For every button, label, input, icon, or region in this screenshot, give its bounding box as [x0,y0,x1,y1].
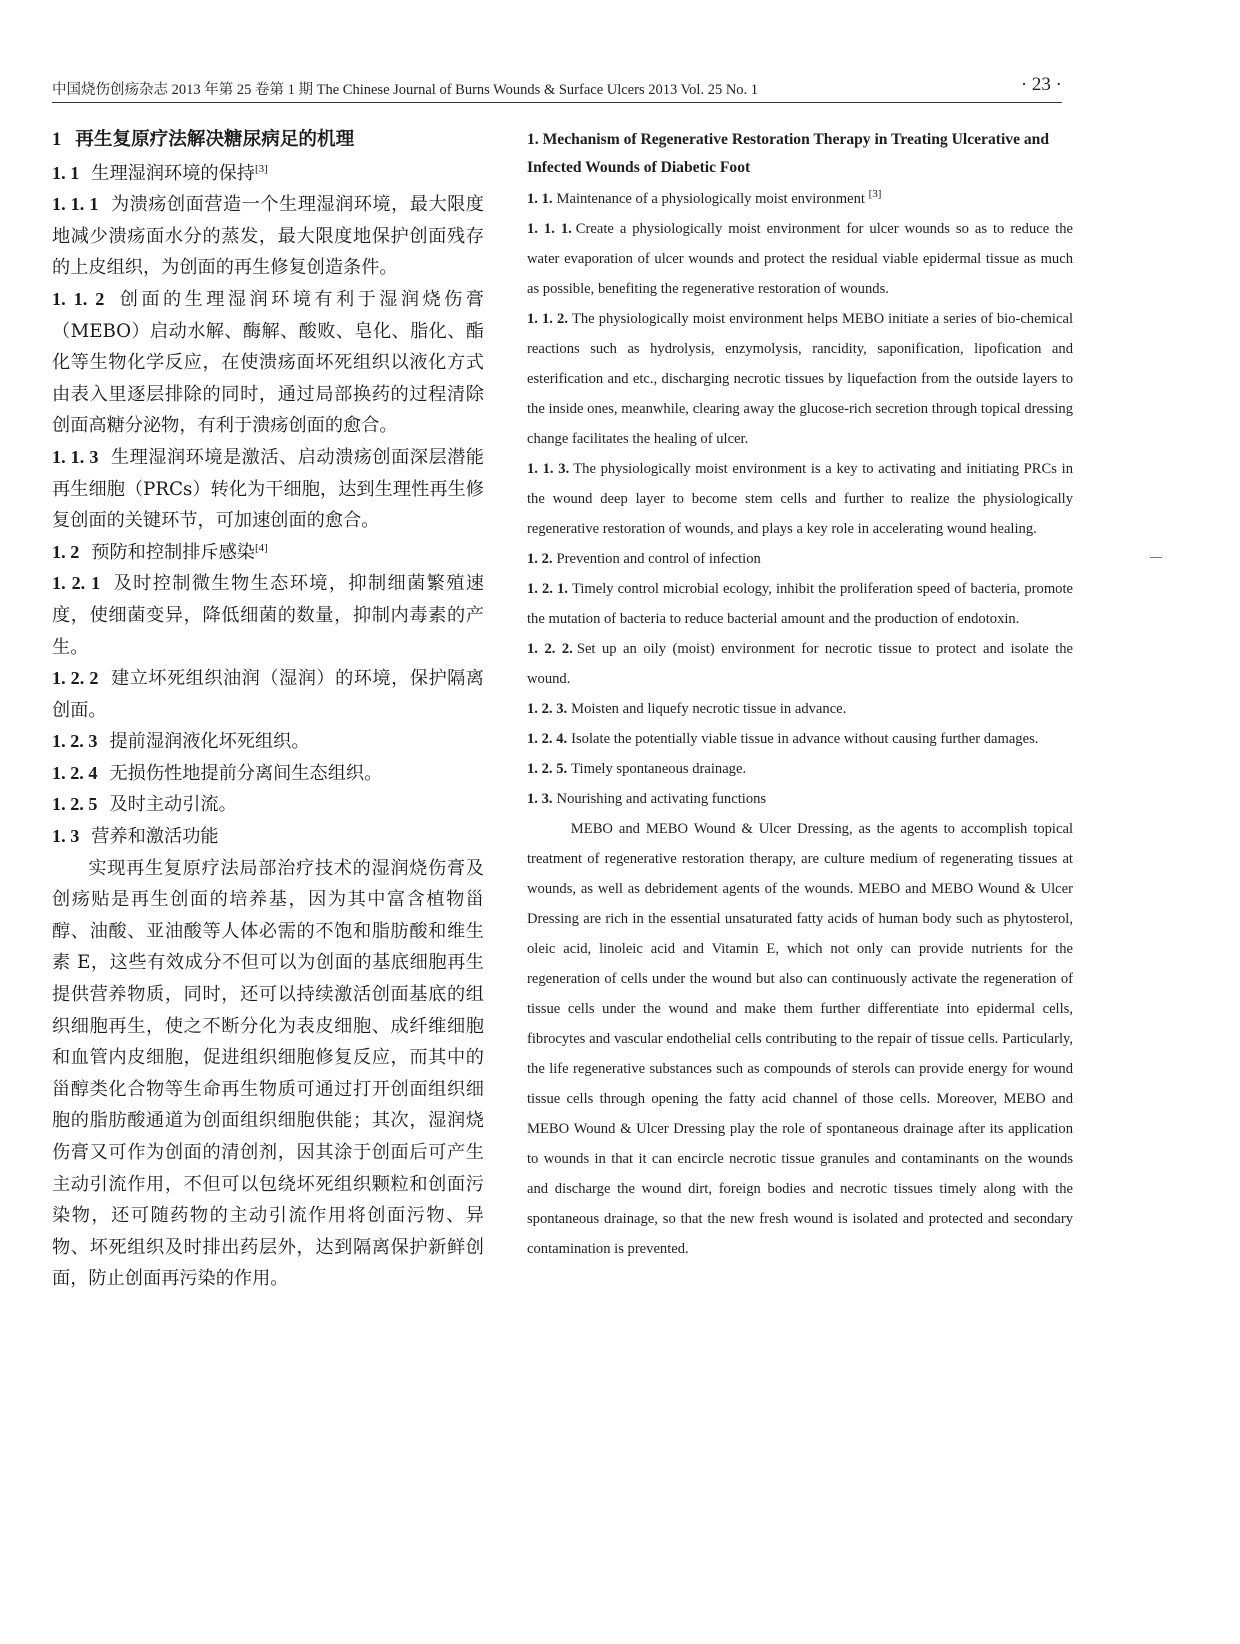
running-header [52,74,1062,102]
cn-para-1-3: 实现再生复原疗法局部治疗技术的湿润烧伤膏及创疡贴是再生创面的培养基，因为其中富含植物甾醇、油酸、亚油酸等人体必需的不饱和脂肪酸和维生素 E，这些有效成分不但可以为创面的基底细胞再生提供营养物质，同时，还可以持续激活创面基底的组织细胞再生，使之不断分化为表皮细胞、成纤维细胞和血管内皮细胞，促进组织细胞修复反应，而其中的甾醇类化合物等生命再生物质可通过打开创面组织细胞的脂肪酸通道为创面组织细胞供能；其次，湿润烧伤膏又可作为创面的清创剂，因其涂于创面后可产生主动引流作用，不但可以包绕坏死组织颗粒和创面污染物，还可随药物的主动引流作用将创面污物、异物、坏死组织及时排出药层外，达到隔离保护新鲜创面，防止创面再污染的作用。 [52,857,484,1290]
cn-section-1-3-heading: 1. 3 营养和激活功能 [52,826,219,848]
cn-section-1-title: 再生复原疗法解决糖尿病足的机理 [75,129,355,150]
cn-para-1-2-4: 1. 2. 4 无损伤性地提前分离间生态组织。 [52,762,383,784]
cn-para-1-1-2: 1. 1. 2 创面的生理湿润环境有利于湿润烧伤膏（MEBO）启动水解、酶解、酸败、皂化、脂化、酯化等生物化学反应，在使溃疡面坏死组织以液化方式由表入里逐层排除的同时，通过局部换药的过程清除创面高糖分泌物，有利于溃疡创面的愈合。 [52,288,484,437]
en-section-1-title: 1. Mechanism of Regenerative Restoration Therapy in Treating Ulcerative and Infected Wounds of Diabetic Foot [527,131,1050,176]
en-section-1-2-heading: 1. 2. Prevention and control of infection [527,551,761,567]
en-para-1-2-2: 1. 2. 2. Set up an oily (moist) environment for necrotic tissue to protect and isolate the wound. [527,641,1073,687]
cn-para-1-2-3: 1. 2. 3 提前湿润液化坏死组织。 [52,731,310,753]
chinese-column [52,124,484,1295]
cn-para-1-2-2: 1. 2. 2 建立坏死组织油润（湿润）的环境，保护隔离创面。 [52,668,484,721]
en-para-1-1-3: 1. 1. 3. The physiologically moist environment is a key to activating and initiating PRCs in the wound deep layer to become stem cells and further to realize the physiologically regenerative restoration of wounds, and plays a key role in accelerating wound healing. [527,461,1073,537]
en-para-1-1-2: 1. 1. 2. The physiologically moist environment helps MEBO initiate a series of bio-chemical reactions such as hydrolysis, enzymolysis, rancidity, saponification, lipofication and esterification and etc., discharging necrotic tissues by liquefaction from the outside layers to the inside ones, meanwhile, clearing away the glucose-rich secretion through topical dressing change facilitates the healing of ulcer. [527,311,1073,447]
en-section-1-1-title: Maintenance of a physiologically moist environment [556,191,865,207]
cn-para-1-2-1: 1. 2. 1 及时控制微生物生态环境，抑制细菌繁殖速度，使细菌变异，降低细菌的数量，抑制内毒素的产生。 [52,573,484,658]
en-para-1-2-4: 1. 2. 4. Isolate the potentially viable tissue in advance without causing further damages. [527,731,1039,747]
cn-para-1-2-5: 1. 2. 5 及时主动引流。 [52,794,237,816]
en-section-1-1-heading: 1. 1. Maintenance of a physiologically moist environment [3] [527,188,882,207]
cn-section-1-2-title: 预防和控制排斥感染 [91,541,255,563]
page-number: · 23 · [1020,74,1062,95]
en-para-1-2-3: 1. 2. 3. Moisten and liquefy necrotic tissue in advance. [527,701,847,717]
cn-section-1-2-heading: 1. 2 预防和控制排斥感染[4] [52,541,268,563]
cn-ref-3: [3] [254,162,268,175]
cn-ref-4: [4] [254,541,268,554]
en-section-1-3-title: Nourishing and activating functions [556,791,767,807]
en-para-1-2-5: 1. 2. 5. Timely spontaneous drainage. [527,761,747,777]
cn-section-1-3-title: 营养和激活功能 [91,826,219,848]
cn-section-1-1-title: 生理湿润环境的保持 [91,162,255,184]
cn-para-1-1-1: 1. 1. 1 为溃疡创面营造一个生理湿润环境，最大限度地减少溃疡面水分的蒸发，最大限度地保护创面残存的上皮组织，为创面的再生修复创造条件。 [52,194,484,279]
journal-line: 中国烧伤创疡杂志 2013 年第 25 卷第 1 期 The Chinese Journal of Burns Wounds & Surface Ulcers 2013 Vol. 25 No. 1 [52,82,759,98]
margin-tick [1150,557,1162,558]
en-section-1-2-title: Prevention and control of infection [556,551,761,567]
cn-section-1-1-heading: 1. 1 生理湿润环境的保持[3] [52,162,268,184]
cn-section-1-heading: 1 再生复原疗法解决糖尿病足的机理 [52,129,355,150]
cn-para-1-1-3: 1. 1. 3 生理湿润环境是激活、启动溃疡创面深层潜能再生细胞（PRCs）转化为干细胞，达到生理性再生修复创面的关键环节，可加速创面的愈合。 [52,446,484,532]
en-para-1-2-1: 1. 2. 1. Timely control microbial ecology, inhibit the proliferation speed of bacteria, promote the mutation of bacteria to reduce bacterial amount and the production of endotoxin. [527,581,1074,627]
en-para-1-1-1: 1. 1. 1. Create a physiologically moist environment for ulcer wounds so as to reduce the water evaporation of ulcer wounds and protect the residual viable epidermal tissue as much as possible, benefiting the regenerative restoration of wounds. [527,221,1074,297]
header-rule [52,102,1062,103]
en-section-1-3-heading: 1. 3. Nourishing and activating functions [527,791,767,807]
en-para-1-3: MEBO and MEBO Wound & Ulcer Dressing, as the agents to accomplish topical treatment of regenerative restoration therapy, are culture medium of regenerating tissues at wounds, as well as debridement agents of the wounds. MEBO and MEBO Wound & Ulcer Dressing are rich in the essential unsaturated fatty acids of human body such as phytosterol, oleic acid, linoleic acid and Vitamin E, which not only can provide nutrients for the regeneration of cells under the wound but also can continuously activate the regeneration of tissue cells under the wound and make them further differentiate into epidermal cells, fibrocytes and vascular endothelial cells contributing to the repair of tissue cells. Particularly, the life regenerative substances such as compounds of sterols can provide energy for wound tissue cells through opening the fatty acid channel of those cells. Moreover, MEBO and MEBO Wound & Ulcer Dressing play the role of spontaneous drainage after its application to wounds in that it can encircle necrotic tissue granules and contaminants on the wounds and discharge the wound dirt, foreign bodies and necrotic tissues timely along with the spontaneous drainage, so that the new fresh wound is isolated and protected and secondary contamination is prevented. [527,821,1073,1257]
english-column [527,126,1073,1264]
en-ref-3: [3] [868,188,882,201]
